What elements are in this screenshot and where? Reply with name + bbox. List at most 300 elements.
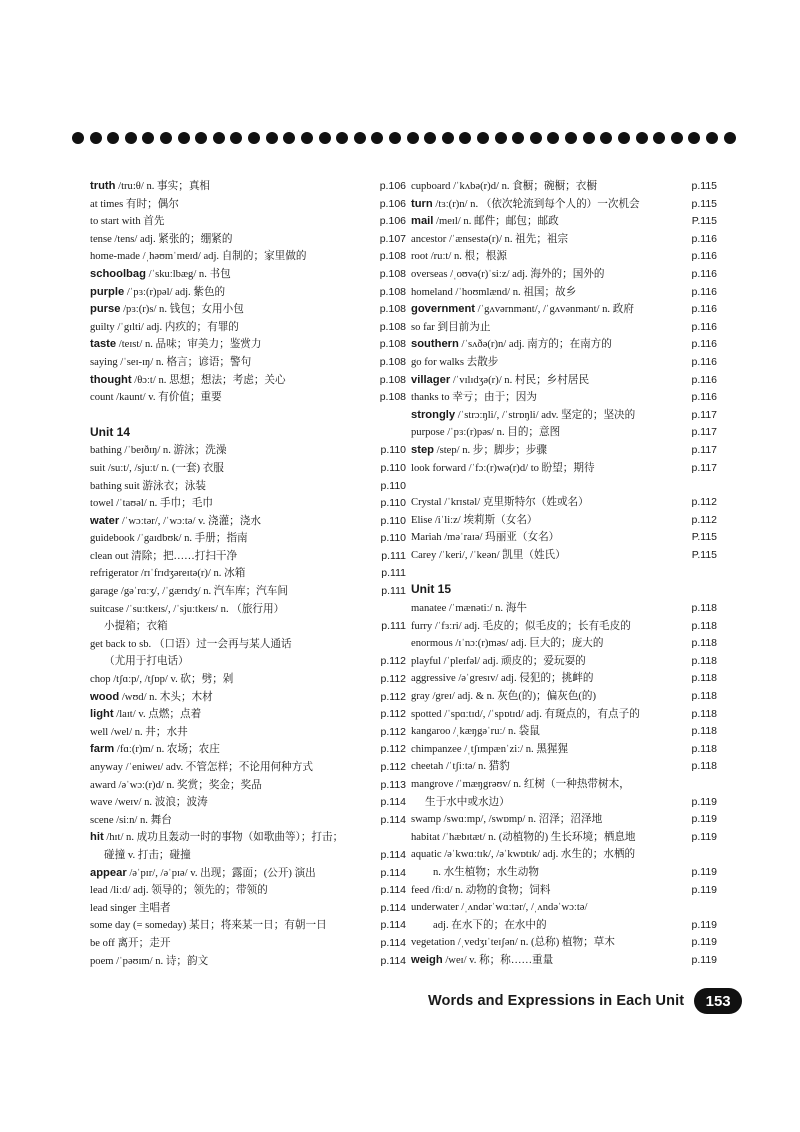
vocab-entry <box>411 442 717 460</box>
entry-text <box>90 812 374 830</box>
vocab-entry <box>90 460 406 478</box>
entry-definition: bathing suit 游泳衣；泳装 <box>90 480 206 492</box>
page-reference: p.111 <box>381 585 406 598</box>
page-reference: p.114 <box>380 901 406 914</box>
entry-text <box>411 213 685 231</box>
entry-text <box>90 530 374 548</box>
vocab-entry <box>90 671 406 689</box>
page-reference: p.111 <box>381 620 406 633</box>
entry-text <box>411 512 685 530</box>
page-reference: p.112 <box>380 690 406 703</box>
entry-text <box>411 653 685 671</box>
page-reference: p.119 <box>691 865 717 878</box>
entry-definition: suitcase /ˈsuːtkeɪs/, /ˈsjuːtkeɪs/ n. （旅行用） <box>90 603 285 615</box>
entry-text <box>90 548 374 566</box>
vocab-entry <box>411 899 717 917</box>
entry-list-unit15 <box>411 600 717 969</box>
entry-definition: bathing /ˈbeɪðɪŋ/ n. 游泳；洗澡 <box>90 445 227 457</box>
entry-text <box>90 460 374 478</box>
decorative-dot <box>389 132 401 144</box>
entry-text <box>90 372 374 390</box>
entry-text <box>90 618 374 636</box>
vocab-entry <box>90 812 406 830</box>
vocab-entry <box>90 372 406 390</box>
entry-text <box>411 424 685 442</box>
entry-definition: homeland /ˈhoʊmlænd/ n. 祖国；故乡 <box>411 286 577 298</box>
decorative-dot <box>142 132 154 144</box>
headword: farm <box>90 743 115 756</box>
vocab-entry <box>90 935 406 953</box>
entry-text <box>90 565 374 583</box>
page-reference: p.119 <box>691 918 717 931</box>
vocab-entry <box>411 284 717 302</box>
entry-definition: guilty /ˈgɪlti/ adj. 内疚的；有罪的 <box>90 321 239 333</box>
headword: thought <box>90 373 132 386</box>
vocab-entry <box>90 248 406 266</box>
vocab-entry <box>411 618 717 636</box>
vocab-entry <box>411 811 717 829</box>
vocab-entry <box>411 460 717 478</box>
entry-definition: ancestor /ˈænsestə(r)/ n. 祖先；祖宗 <box>411 233 569 245</box>
entry-text <box>90 759 374 777</box>
entry-text <box>411 829 685 847</box>
entry-definition: cheetah /ˈtʃiːtə/ n. 猎豹 <box>411 761 510 773</box>
page-reference: p.116 <box>691 285 717 298</box>
entry-definition: some day (= someday) 某日；将来某一日；有朝一日 <box>90 920 327 932</box>
vocab-entry <box>90 917 406 935</box>
entry-definition: furry /ˈfɜːri/ adj. 毛皮的；似毛皮的；长有毛皮的 <box>411 620 631 632</box>
vocab-entry <box>90 389 406 407</box>
page-reference: p.112 <box>380 725 406 738</box>
entry-text <box>90 689 374 707</box>
entry-definition: chop /tʃɑːp/, /tʃɒp/ v. 砍；劈；剁 <box>90 674 234 686</box>
entry-text <box>411 776 685 794</box>
decorative-dot <box>213 132 225 144</box>
vocab-entry <box>411 864 717 882</box>
entry-text <box>90 354 374 372</box>
entry-text <box>411 494 685 512</box>
page-reference: p.116 <box>691 355 717 368</box>
page-reference: p.118 <box>691 637 717 650</box>
page-reference: p.108 <box>379 391 406 404</box>
entry-text <box>90 847 374 865</box>
entry-definition: to start with 首先 <box>90 216 165 228</box>
entry-text <box>411 196 685 214</box>
entry-text <box>411 811 685 829</box>
entry-definition: manatee /ˈmænətiː/ n. 海牛 <box>411 603 527 615</box>
entry-text <box>411 618 685 636</box>
page-reference: p.106 <box>379 180 406 192</box>
vocab-entry <box>411 952 717 970</box>
entry-text <box>90 935 374 953</box>
vocab-entry <box>90 882 406 900</box>
page-reference: p.114 <box>380 848 406 861</box>
left-column <box>90 178 406 970</box>
page-reference: p.116 <box>691 267 717 280</box>
vocab-entry <box>411 688 717 706</box>
entry-text <box>90 284 374 302</box>
decorative-dot <box>178 132 190 144</box>
right-column <box>411 178 717 970</box>
vocab-entry <box>411 178 717 196</box>
entry-definition: wave /weɪv/ n. 波浪；波涛 <box>90 797 208 809</box>
decorative-dot <box>354 132 366 144</box>
entry-text <box>411 407 685 425</box>
entry-definition: suit /suːt/, /sjuːt/ n. (一套) 衣服 <box>90 462 224 474</box>
vocab-entry <box>411 231 717 249</box>
entry-definition: /ˈsʌðə(r)n/ adj. 南方的；在南方的 <box>458 339 612 351</box>
entry-definition: be off 离开；走开 <box>90 937 171 949</box>
page-reference: p.108 <box>379 320 406 333</box>
decorative-dot <box>583 132 595 144</box>
vocab-entry <box>90 284 406 302</box>
vocab-entry <box>90 583 406 601</box>
page-reference: p.119 <box>691 953 717 966</box>
entry-definition: /wʊd/ n. 木头；木材 <box>119 691 213 703</box>
entry-definition: vegetation /ˌvedʒɪˈteɪʃən/ n. (总称) 植物；草木 <box>411 937 615 949</box>
entry-definition: so far 到目前为止 <box>411 321 491 333</box>
footer-title: Words and Expressions in Each Unit <box>428 993 685 1009</box>
decorative-dot <box>512 132 524 144</box>
entry-definition: poem /ˈpəʊɪm/ n. 诗；韵文 <box>90 955 209 967</box>
vocab-entry <box>90 196 406 214</box>
page-reference: P.115 <box>691 215 717 228</box>
page-reference: p.110 <box>380 514 406 527</box>
entry-definition: aggressive /əˈgresɪv/ adj. 侵犯的；挑衅的 <box>411 673 594 685</box>
decorative-dot <box>107 132 119 144</box>
vocab-entry <box>411 741 717 759</box>
page-reference: p.106 <box>379 197 406 210</box>
page-reference: p.118 <box>691 619 717 632</box>
page-reference: p.113 <box>380 778 406 791</box>
entry-text <box>90 724 374 742</box>
entry-text <box>411 319 685 337</box>
decorative-dot <box>230 132 242 144</box>
entry-definition: /ˈpɜː(r)pəl/ adj. 紫色的 <box>124 286 226 298</box>
page-reference: p.110 <box>380 532 406 545</box>
entry-text <box>411 248 685 266</box>
entry-definition: cupboard /ˈkʌbə(r)d/ n. 食橱；碗橱；衣橱 <box>411 181 597 192</box>
decorative-dot <box>125 132 137 144</box>
entry-definition: /əˈpɪr/, /əˈpɪə/ v. 出现；露面；(公开) 演出 <box>126 867 316 879</box>
vocab-entry <box>90 777 406 795</box>
page-number-badge: 153 <box>694 988 742 1014</box>
entry-definition: look forward /ˈfɔː(r)wə(r)d/ to 盼望；期待 <box>411 462 595 474</box>
page-reference: p.119 <box>691 830 717 843</box>
entry-list-unit14 <box>90 442 406 970</box>
vocab-entry <box>90 213 406 231</box>
entry-text <box>90 248 374 266</box>
page-reference: p.114 <box>380 884 406 897</box>
entry-text <box>90 336 374 354</box>
page-reference: p.110 <box>380 497 406 510</box>
entry-text <box>411 670 685 688</box>
decorative-dot <box>618 132 630 144</box>
entry-definition: /teɪst/ n. 品味；审美力；鉴赏力 <box>116 339 262 351</box>
page-reference: p.112 <box>380 655 406 668</box>
vocab-entry <box>411 653 717 671</box>
entry-text <box>411 266 685 284</box>
decorative-dot <box>477 132 489 144</box>
entry-definition: clean out 清除；把……打扫干净 <box>90 550 238 562</box>
entry-definition: swamp /swɑːmp/, /swɒmp/ n. 沼泽；沼泽地 <box>411 814 603 826</box>
headword: mail <box>411 215 434 228</box>
entry-text <box>411 882 685 900</box>
page-reference: p.118 <box>691 690 717 703</box>
headword: appear <box>90 866 127 879</box>
entry-text <box>411 389 685 407</box>
decorative-dot <box>195 132 207 144</box>
page-reference: p.114 <box>380 813 406 826</box>
vocab-entry <box>90 601 406 619</box>
entry-definition: count /kaunt/ v. 有价值；重要 <box>90 392 222 404</box>
entry-text <box>411 178 685 196</box>
entry-definition: Crystal /ˈkrɪstəl/ 克里斯特尔（姓或名） <box>411 497 589 509</box>
decorative-dot <box>160 132 172 144</box>
entry-text <box>90 636 374 654</box>
vocab-entry <box>90 953 406 971</box>
page-reference: p.117 <box>691 426 717 439</box>
page-reference: p.111 <box>381 549 406 562</box>
entry-definition: kangaroo /ˌkæŋgəˈruː/ n. 袋鼠 <box>411 726 540 738</box>
decorative-dot <box>336 132 348 144</box>
entry-definition: get back to sb. （口语）过一会再与某人通话 <box>90 638 292 650</box>
vocab-entry <box>411 354 717 372</box>
entry-definition: habitat /ˈhæbɪtæt/ n. (动植物的) 生长环境；栖息地 <box>411 831 636 843</box>
entry-definition: 碰撞 v. 打击；碰撞 <box>104 849 191 861</box>
vocab-entry <box>411 266 717 284</box>
vocab-entry <box>411 917 717 935</box>
entry-definition: /step/ n. 步；脚步；步骤 <box>434 444 548 456</box>
page-reference: p.112 <box>380 708 406 721</box>
decorative-dot <box>371 132 383 144</box>
vocab-entry <box>411 706 717 724</box>
page-reference: p.108 <box>379 285 406 298</box>
entry-text <box>90 865 374 883</box>
headword: government <box>411 303 476 316</box>
page-reference: p.112 <box>691 513 717 526</box>
entry-definition: /ˈskuːlbæg/ n. 书包 <box>145 268 231 280</box>
vocab-entry <box>90 618 406 636</box>
page-reference: p.115 <box>691 197 717 210</box>
headword: truth <box>90 180 116 192</box>
entry-text <box>90 601 374 619</box>
entry-definition: purpose /ˈpɜː(r)pəs/ n. 目的；意图 <box>411 427 561 439</box>
vocab-entry <box>411 547 717 565</box>
decorative-dot <box>653 132 665 144</box>
decorative-dot <box>600 132 612 144</box>
decorative-dot <box>442 132 454 144</box>
page-reference: p.118 <box>691 725 717 738</box>
page-reference: p.114 <box>380 919 406 932</box>
entry-definition: /ˈstrɔːŋli/, /ˈstrɒŋli/ adv. 坚定的；坚决的 <box>455 409 636 421</box>
entry-text <box>90 301 374 319</box>
vocab-entry <box>411 512 717 530</box>
entry-definition: /ˈvɪlɪdʒə(r)/ n. 村民；乡村居民 <box>450 374 590 386</box>
entry-text <box>90 794 374 812</box>
entry-list-unit13-cont <box>90 178 406 407</box>
entry-definition: /tru:θ/ n. 事实；真相 <box>115 181 211 192</box>
entry-definition: underwater /ˌʌndərˈwɑːtər/, /ˌʌndəˈwɔːtə/ <box>411 902 588 914</box>
entry-definition: /fɑː(r)m/ n. 农场；农庄 <box>114 744 220 756</box>
page-reference: p.108 <box>379 267 406 280</box>
vocab-entry <box>411 794 717 812</box>
entry-text <box>90 178 374 196</box>
entry-definition: chimpanzee /ˌtʃɪmpænˈziː/ n. 黑猩猩 <box>411 743 569 755</box>
vocab-entry <box>411 758 717 776</box>
decorative-dot <box>90 132 102 144</box>
entry-text <box>90 495 374 513</box>
vocab-entry <box>90 336 406 354</box>
entry-text <box>90 231 374 249</box>
page-reference: p.114 <box>380 866 406 879</box>
vocab-entry <box>90 741 406 759</box>
page-reference: p.114 <box>380 954 406 967</box>
vocab-entry <box>411 723 717 741</box>
entry-text <box>90 213 374 231</box>
vocab-entry <box>90 495 406 513</box>
decorative-dot <box>724 132 736 144</box>
entry-definition: lead singer 主唱者 <box>90 902 171 914</box>
vocab-entry <box>90 548 406 566</box>
page-reference: p.112 <box>380 673 406 686</box>
entry-text <box>411 741 685 759</box>
page-reference: P.115 <box>691 531 717 544</box>
page-reference: p.112 <box>691 496 717 509</box>
entry-text <box>90 900 374 918</box>
headword: purple <box>90 285 125 298</box>
entry-text <box>411 231 685 249</box>
vocab-entry <box>411 196 717 214</box>
page-reference: p.119 <box>691 813 717 826</box>
vocab-entry <box>90 301 406 319</box>
entry-text <box>411 864 685 882</box>
unit-15-heading: Unit 15 <box>411 582 452 597</box>
entry-text <box>411 899 685 917</box>
entry-definition: tense /tens/ adj. 紧张的；绷紧的 <box>90 233 233 245</box>
page-footer <box>428 988 742 1014</box>
decorative-dot <box>495 132 507 144</box>
page-reference: p.112 <box>380 761 406 773</box>
vocab-entry <box>411 776 717 794</box>
vocab-entry <box>411 319 717 337</box>
page-reference: p.116 <box>691 373 717 386</box>
entry-definition: gray /greɪ/ adj. & n. 灰色(的)；偏灰色(的) <box>411 691 597 703</box>
decorative-dot <box>301 132 313 144</box>
page-reference: p.118 <box>691 672 717 685</box>
entry-definition: /weɪ/ v. 称；称……重量 <box>442 954 554 966</box>
headword: purse <box>90 303 121 316</box>
entry-text <box>411 336 685 354</box>
entry-definition: go for walks 去散步 <box>411 356 499 368</box>
page-reference: p.119 <box>691 795 717 808</box>
entry-text <box>411 934 685 952</box>
vocab-entry <box>90 442 406 460</box>
page-reference: p.115 <box>691 180 717 192</box>
entry-definition: root /ruːt/ n. 根；根源 <box>411 251 507 263</box>
vocab-entry <box>90 354 406 372</box>
vocab-entry <box>411 494 717 512</box>
entry-definition: Elise /iˈliːz/ 埃莉斯（女名） <box>411 514 538 526</box>
vocab-entry <box>411 670 717 688</box>
vocab-entry <box>90 706 406 724</box>
vocab-entry <box>411 301 717 319</box>
page-reference: p.119 <box>691 883 717 896</box>
entry-definition: /meɪl/ n. 邮件；邮包；邮政 <box>433 216 559 228</box>
headword: turn <box>411 197 433 210</box>
entry-definition: scene /siːn/ n. 舞台 <box>90 814 172 826</box>
vocab-entry <box>411 248 717 266</box>
entry-text <box>411 706 685 724</box>
entry-text <box>90 706 374 724</box>
page-reference: p.111 <box>381 567 406 580</box>
entry-definition: well /wel/ n. 井；水井 <box>90 726 188 738</box>
entry-definition: feed /fiːd/ n. 动物的食物；饲料 <box>411 884 551 896</box>
vocab-entry <box>411 829 717 847</box>
vocab-entry <box>411 213 717 231</box>
entry-text <box>90 266 374 284</box>
entry-text <box>90 196 374 214</box>
decorative-dot <box>319 132 331 144</box>
vocab-entry <box>411 600 717 618</box>
vocab-entry <box>411 407 717 425</box>
vocab-entry <box>90 865 406 883</box>
entry-definition: at times 有时；偶尔 <box>90 198 179 210</box>
decorative-dot <box>688 132 700 144</box>
entry-definition: saying /ˈseɪ-ɪŋ/ n. 格言；谚语；警句 <box>90 356 252 368</box>
page-reference: p.107 <box>379 232 406 245</box>
page-reference: p.106 <box>379 215 406 228</box>
page-reference: p.116 <box>691 232 717 245</box>
page-reference: p.118 <box>691 602 717 615</box>
vocab-entry <box>90 900 406 918</box>
decorative-dot <box>266 132 278 144</box>
entry-definition: award /əˈwɔː(r)d/ n. 奖赏；奖金；奖品 <box>90 779 262 791</box>
decorative-dot <box>530 132 542 144</box>
vocab-entry <box>90 231 406 249</box>
entry-definition: anyway /ˈeniweɪ/ adv. 不管怎样；不论用何种方式 <box>90 762 313 773</box>
page-reference: p.117 <box>691 443 717 456</box>
headword: light <box>90 708 114 721</box>
entry-definition: adj. 在水下的；在水中的 <box>433 919 547 931</box>
entry-text <box>90 513 374 531</box>
decorative-dot <box>424 132 436 144</box>
entry-definition: towel /ˈtaʊəl/ n. 手巾；毛巾 <box>90 498 213 510</box>
headword: wood <box>90 690 120 703</box>
decorative-dot <box>565 132 577 144</box>
page-reference: p.118 <box>691 760 717 773</box>
headword: southern <box>411 338 459 351</box>
entry-definition: （尤用于打电话） <box>104 656 189 668</box>
entry-definition: garage /gəˈrɑːʒ/, /ˈgærɪdʒ/ n. 汽车库；汽车间 <box>90 586 288 598</box>
entry-text <box>411 794 685 812</box>
vocab-entry <box>411 424 717 442</box>
entry-text <box>411 688 685 706</box>
entry-text <box>411 284 685 302</box>
entry-definition: spotted /ˈspɑːtɪd/, /ˈspɒtɪd/ adj. 有斑点的，有点子的 <box>411 708 640 720</box>
page-reference: p.108 <box>379 373 406 386</box>
entry-text <box>90 389 374 407</box>
entry-text <box>90 478 374 496</box>
vocab-entry <box>411 372 717 390</box>
decorative-dot-border <box>72 127 736 149</box>
page-reference: p.108 <box>379 303 406 316</box>
headword: strongly <box>411 408 456 421</box>
page-reference: p.116 <box>691 303 717 316</box>
headword: taste <box>90 338 117 351</box>
vocab-entry <box>90 478 406 496</box>
entry-definition: /laɪt/ v. 点燃；点着 <box>113 709 202 721</box>
